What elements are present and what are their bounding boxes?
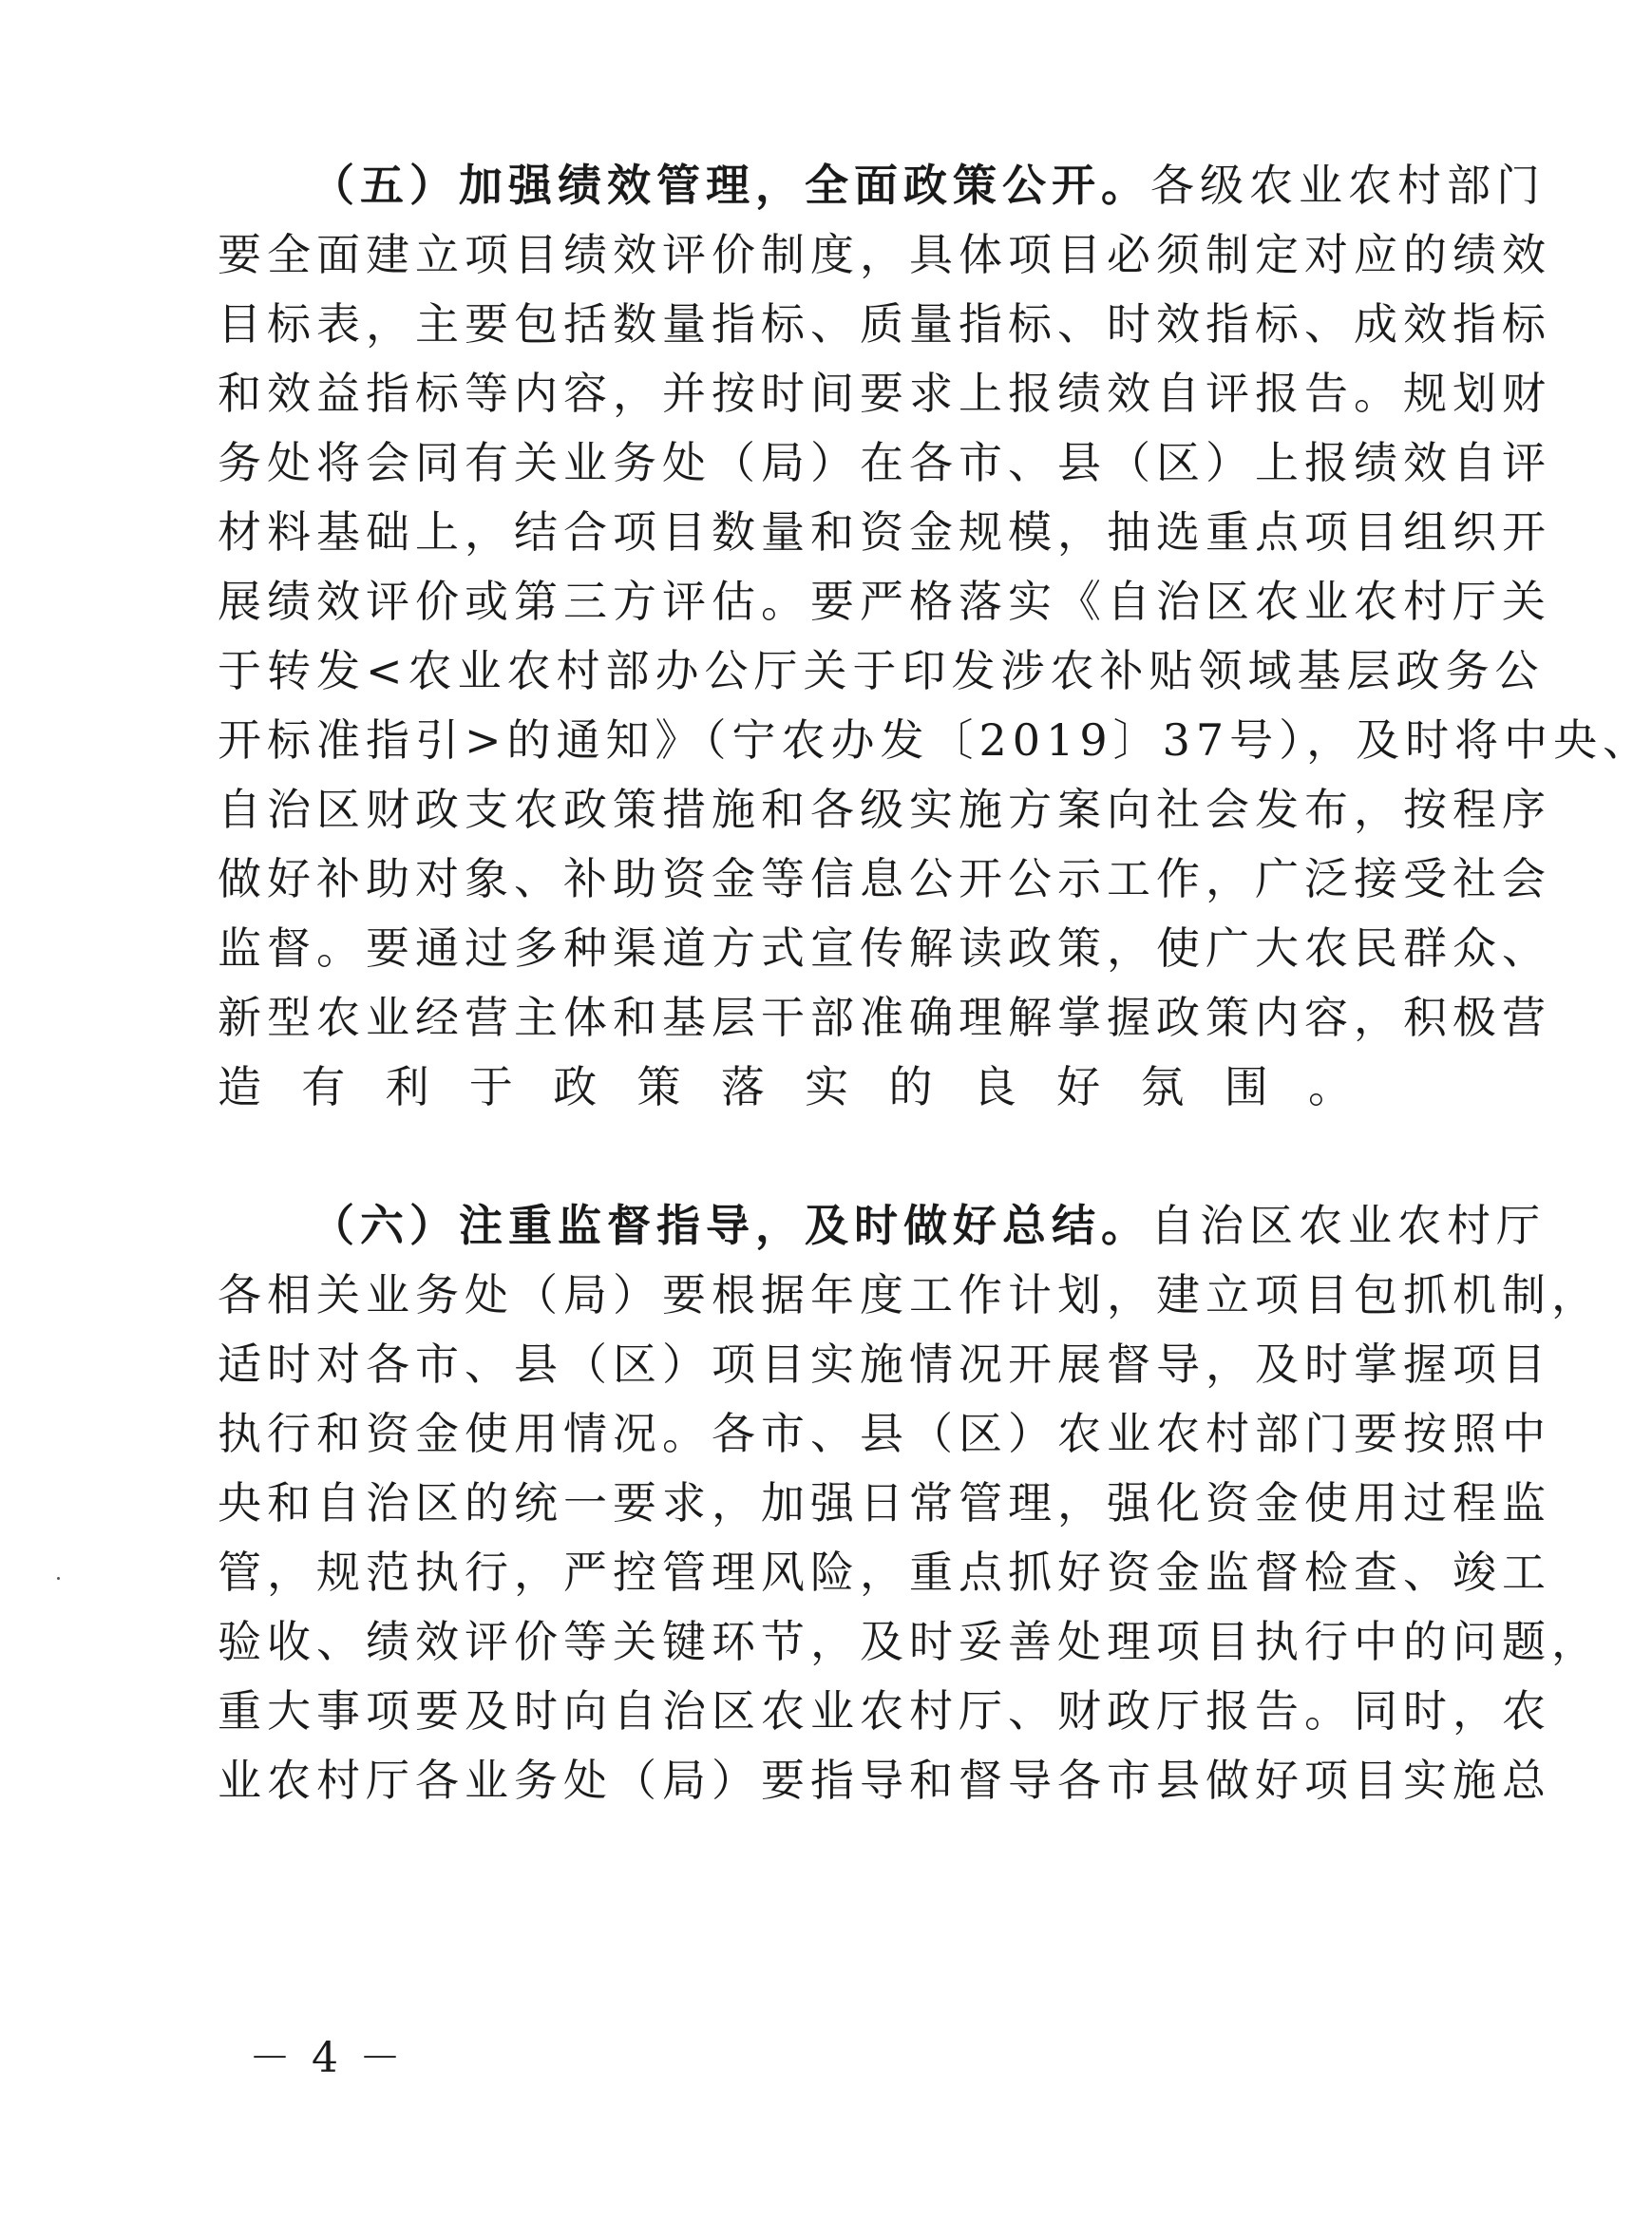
section6-line-0: 自治区农业农村厅 xyxy=(1150,1200,1546,1251)
section5-line-0: 各级农业农村部门 xyxy=(1150,160,1546,211)
section6-line-1: 各相关业务处（局）要根据年度工作计划，建立项目包抓机制， xyxy=(218,1269,1601,1320)
section5-line-6: 展绩效评价或第三方评估。要严格落实《自治区农业农村厅关 xyxy=(218,576,1551,627)
section5-line-7: 于转发<农业农村部办公厅关于印发涉农补贴领域基层政务公 xyxy=(218,645,1545,696)
section5-line-8: 开标准指引>的通知》（宁农办发〔2019〕37号），及时将中央、 xyxy=(218,714,1652,766)
scan-speck xyxy=(57,1577,60,1580)
section6-line-9 xyxy=(218,1812,1358,1888)
section5-line-1: 要全面建立项目绩效评价制度，具体项目必须制定对应的绩效 xyxy=(218,229,1551,280)
section5-line-11: 监督。要通过多种渠道方式宣传解读政策，使广大农民群众、 xyxy=(218,922,1551,974)
section5-line-10: 做好补助对象、补助资金等信息公开公示工作，广泛接受社会 xyxy=(218,853,1551,904)
section6-line-5: 管，规范执行，严控管理风险，重点抓好资金监督检查、竣工 xyxy=(218,1547,1551,1598)
section5-heading: （五）加强绩效管理，全面政策公开。 xyxy=(311,160,1150,211)
section5-line-3: 和效益指标等内容，并按时间要求上报绩效自评报告。规划财 xyxy=(218,368,1551,419)
section5-line-14 xyxy=(218,1118,1358,1194)
page-number: － 4 － xyxy=(249,2034,405,2082)
section6-line-4: 央和自治区的统一要求，加强日常管理，强化资金使用过程监 xyxy=(218,1477,1551,1529)
section5-line-12: 新型农业经营主体和基层干部准确理解掌握政策内容，积极营 xyxy=(218,992,1551,1043)
section5-line-13: 造有利于政策落实的良好氛围。 xyxy=(218,1061,1358,1112)
section6-line-6: 验收、绩效评价等关键环节，及时妥善处理项目执行中的问题， xyxy=(218,1616,1601,1667)
section5-line-2: 目标表，主要包括数量指标、质量指标、时效指标、成效指标 xyxy=(218,298,1551,350)
section5-line-9: 自治区财政支农政策措施和各级实施方案向社会发布，按程序 xyxy=(218,784,1551,835)
section5-line-5: 材料基础上，结合项目数量和资金规模，抽选重点项目组织开 xyxy=(218,506,1551,558)
section6-line-7: 重大事项要及时向自治区农业农村厅、财政厅报告。同时，农 xyxy=(218,1685,1551,1737)
section5-first-line xyxy=(311,147,1546,223)
section6-first-line xyxy=(311,1187,1546,1263)
section6-line-2: 适时对各市、县（区）项目实施情况开展督导，及时掌握项目 xyxy=(218,1339,1551,1390)
section6-line-8: 业农村厅各业务处（局）要指导和督导各市县做好项目实施总 xyxy=(218,1755,1551,1806)
section6-line-3: 执行和资金使用情况。各市、县（区）农业农村部门要按照中 xyxy=(218,1408,1551,1459)
section6-heading: （六）注重监督指导，及时做好总结。 xyxy=(311,1200,1150,1251)
section5-line-4: 务处将会同有关业务处（局）在各市、县（区）上报绩效自评 xyxy=(218,437,1551,488)
